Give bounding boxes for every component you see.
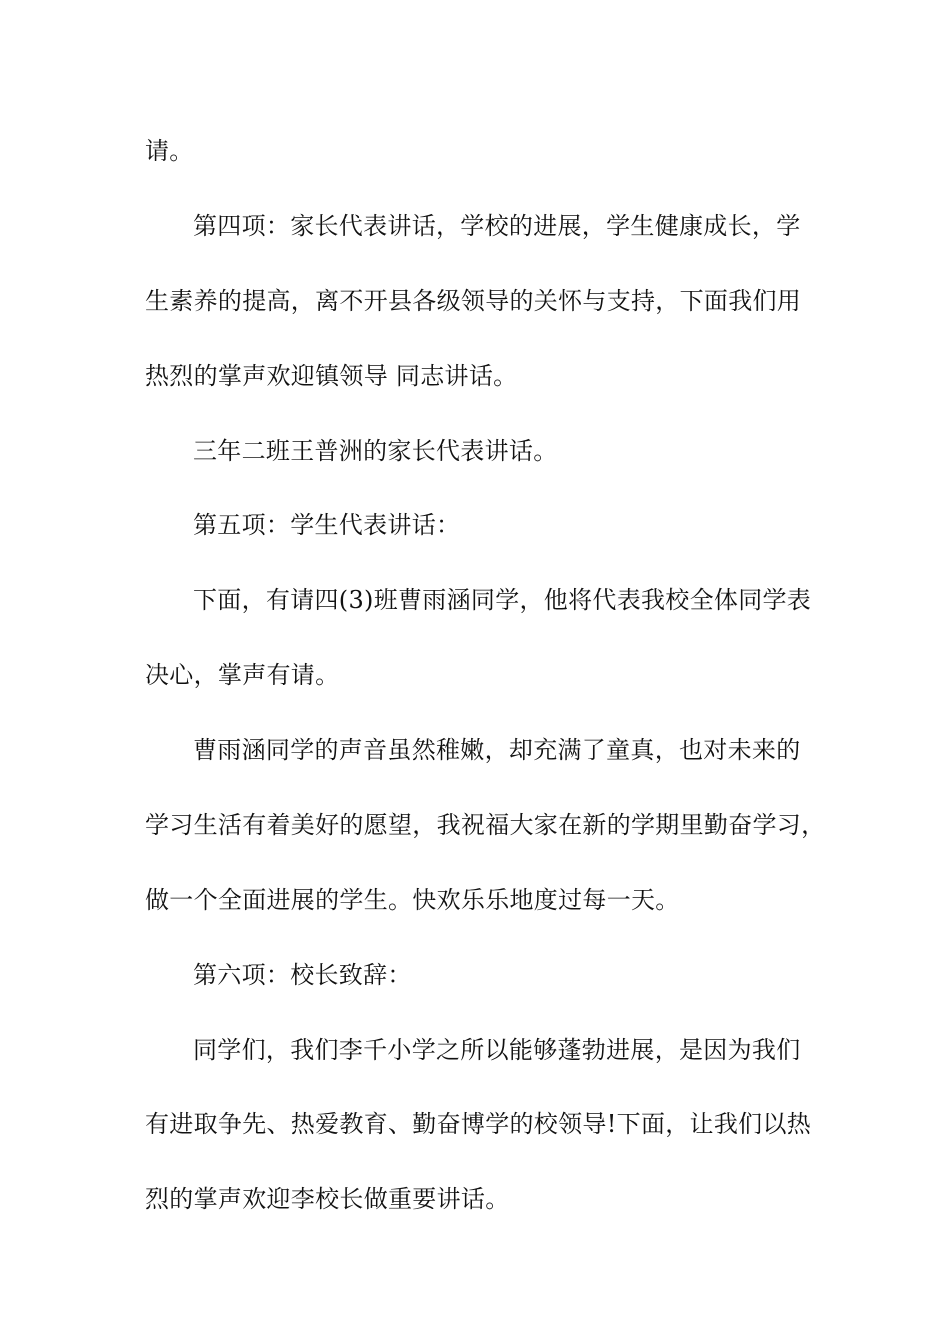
text-line: 做一个全面进展的学生。快欢乐乐地度过每一天。 (145, 886, 680, 914)
paragraph-parent-speech: 三年二班王普洲的家长代表讲话。 (193, 437, 558, 465)
paragraph-student-intro: 下面，有请四(3)班曹雨涵同学，他将代表我校全体同学表 (193, 586, 812, 614)
paragraph-item-four: 第四项：家长代表讲话，学校的进展，学生健康成长，学 (193, 212, 801, 240)
paragraph-item-six: 第六项：校长致辞： (193, 961, 412, 989)
text-line: 决心，掌声有请。 (145, 661, 340, 689)
paragraph-principal-intro: 同学们，我们李千小学之所以能够蓬勃进展，是因为我们 (193, 1036, 801, 1064)
text-line: 烈的掌声欢迎李校长做重要讲话。 (145, 1185, 510, 1213)
paragraph-item-five: 第五项：学生代表讲话： (193, 511, 461, 539)
text-line: 请。 (145, 137, 194, 165)
text-line: 热烈的掌声欢迎镇领导 同志讲话。 (145, 362, 518, 390)
text-line: 有进取争先、热爱教育、勤奋博学的校领导!下面，让我们以热 (145, 1110, 812, 1138)
text-line: 学习生活有着美好的愿望，我祝福大家在新的学期里勤奋学习， (145, 811, 826, 839)
text-line: 生素养的提高，离不开县各级领导的关怀与支持，下面我们用 (145, 287, 802, 315)
paragraph-student-response: 曹雨涵同学的声音虽然稚嫩，却充满了童真，也对未来的 (193, 736, 801, 764)
